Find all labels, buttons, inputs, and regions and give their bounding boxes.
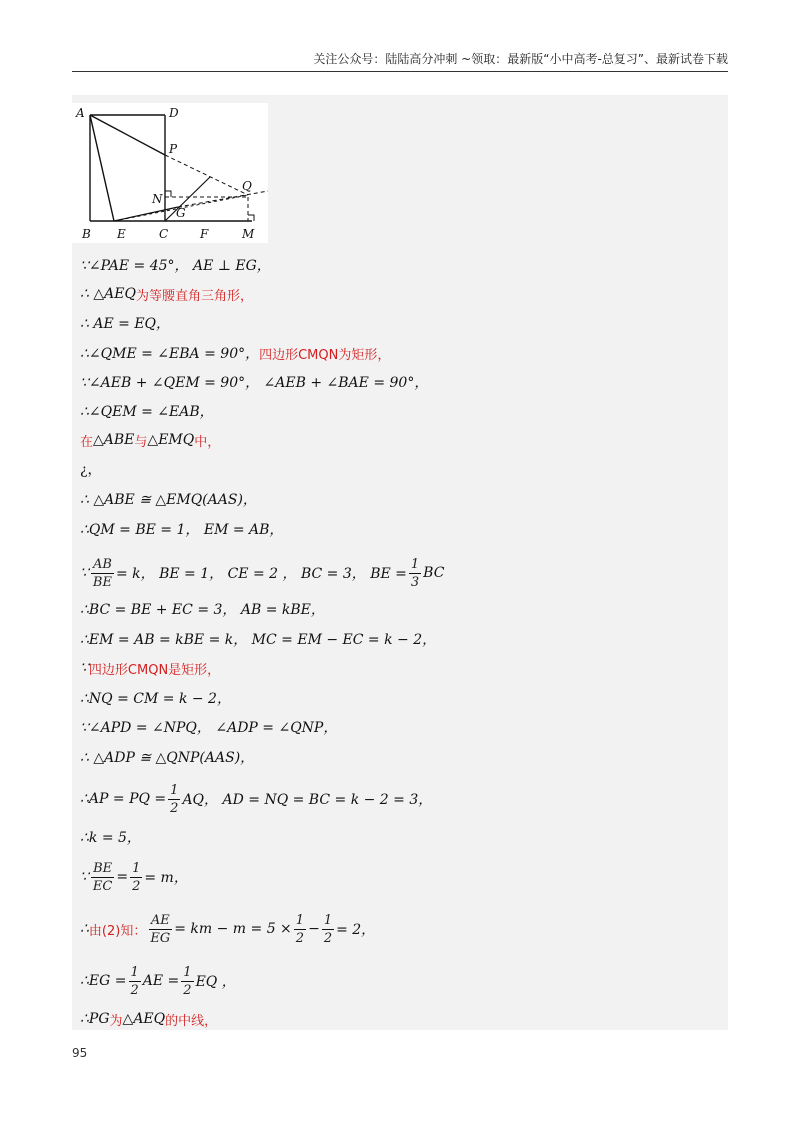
step-23: ∴ PG 为 △AEQ 的中线， <box>80 1011 218 1029</box>
fraction: $\frac{BE}{EC}$ <box>92 860 113 894</box>
label-c: C <box>159 227 169 241</box>
label-a: A <box>76 106 85 120</box>
step-14: ∵ 四边形CMQN是矩形， <box>80 660 221 678</box>
label-e: E <box>117 227 126 241</box>
solution-content <box>72 95 728 1030</box>
step-9: ∴ △ABE ≅ △EMQ(AAS)， <box>80 492 257 508</box>
fraction: $\frac{1}{2}$ <box>130 964 139 998</box>
fraction: $\frac{1}{2}$ <box>132 860 141 894</box>
fraction: $\frac{1}{2}$ <box>295 912 305 946</box>
step-6: ∴∠QEM = ∠EAB， <box>80 404 214 420</box>
label-m: M <box>242 227 255 241</box>
step-10: ∴QM = BE = 1， EM = AB， <box>80 522 284 538</box>
step-8: ¿， <box>80 462 102 478</box>
fraction: $\frac{1}{2}$ <box>170 782 179 816</box>
fraction: $\frac{1}{2}$ <box>183 964 192 998</box>
step-17: ∴ △ADP ≅ △QNP(AAS)， <box>80 750 255 766</box>
step-13: ∴EM = AB = kBE = k， MC = EM − EC = k − 2， <box>80 632 437 648</box>
label-b: B <box>82 227 91 241</box>
step-21: ∴ 由(2)知： $\frac{AE}{EG}$ = km − m = 5 × $\frac{1}{2}$ − $\frac{1}{2}$ = 2， <box>80 912 376 946</box>
step-22: ∴EG = $\frac{1}{2}$ AE = $\frac{1}{2}$ EQ ， <box>80 964 236 998</box>
step-18: ∴AP = PQ = $\frac{1}{2}$ AQ， AD = NQ = BC = k − 2 = 3， <box>80 782 433 816</box>
geometry-diagram <box>72 103 268 243</box>
fraction: $\frac{AE}{EG}$ <box>150 912 171 946</box>
label-p: P <box>169 142 178 156</box>
label-n: N <box>152 192 163 206</box>
fraction: $\frac{1}{3}$ <box>410 556 420 590</box>
fraction: $\frac{AB}{BE}$ <box>92 556 112 590</box>
header-divider <box>72 71 728 72</box>
step-3: ∴ AE = EQ， <box>80 316 171 332</box>
label-d: D <box>169 106 179 120</box>
label-g: G <box>176 206 186 220</box>
step-1: ∵∠PAE = 45°， AE ⊥ EG， <box>80 258 271 274</box>
fraction: $\frac{1}{2}$ <box>323 912 333 946</box>
step-2: ∴ △AEQ 为等腰直角三角形， <box>80 286 253 304</box>
geometry-figure <box>72 103 268 243</box>
step-5: ∵∠AEB + ∠QEM = 90°， ∠AEB + ∠BAE = 90°， <box>80 375 429 391</box>
label-f: F <box>200 227 209 241</box>
step-4: ∴∠QME = ∠EBA = 90°， 四边形CMQN为矩形， <box>80 346 391 363</box>
step-12: ∴BC = BE + EC = 3， AB = kBE， <box>80 602 325 618</box>
step-19: ∴k = 5， <box>80 830 141 846</box>
step-11: ∵ $\frac{AB}{BE}$ = k， BE = 1， CE = 2 ， BC = 3， BE = $\frac{1}{3}$ BC <box>80 556 445 590</box>
label-q: Q <box>242 179 252 193</box>
step-15: ∴NQ = CM = k − 2， <box>80 691 231 707</box>
page-header: 关注公众号：陆陆高分冲刺 ~领取：最新版“小中高考-总复习”、最新试卷下载 <box>313 52 728 66</box>
step-20: ∵ $\frac{BE}{EC}$ = $\frac{1}{2}$ = m， <box>80 860 188 894</box>
step-7: 在 △ABE 与 △EMQ 中， <box>80 432 221 450</box>
step-16: ∵∠APD = ∠NPQ， ∠ADP = ∠QNP， <box>80 720 338 736</box>
page-number: 95 <box>72 1046 88 1060</box>
